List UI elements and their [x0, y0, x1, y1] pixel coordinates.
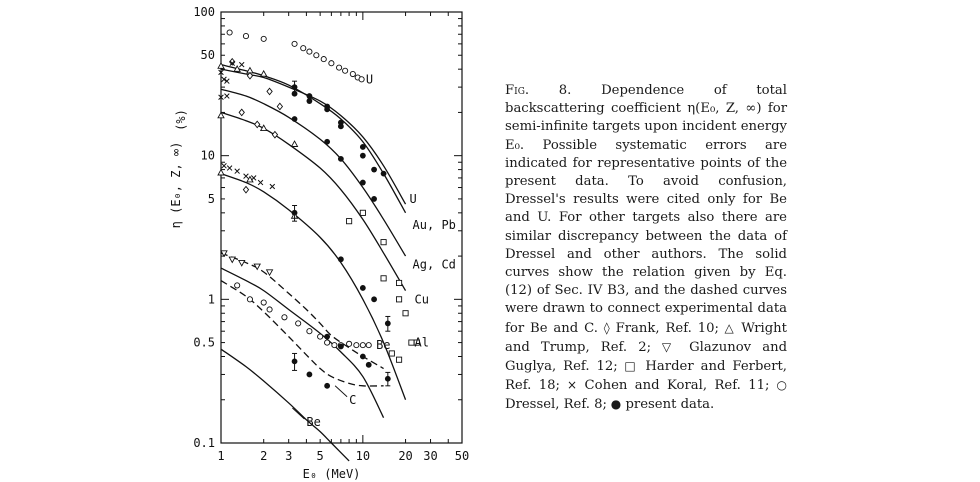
marker-cross	[244, 174, 249, 179]
x-tick-label: 50	[454, 449, 470, 463]
marker-open-circle	[261, 300, 266, 305]
x-tick-label: 1	[217, 449, 225, 463]
marker-open-circle	[329, 61, 334, 66]
curve-label-ag-cd: Ag, Cd	[412, 257, 456, 272]
x-tick-label: 2	[260, 449, 268, 463]
marker-open-circle	[336, 65, 341, 70]
curve-label-be: Be	[376, 338, 391, 353]
marker-open-inverted-triangle	[267, 270, 273, 275]
marker-diamond	[239, 109, 244, 115]
y-tick-label: 0.1	[193, 436, 215, 450]
legend-symbol-1: △	[718, 320, 736, 335]
y-tick-label: 100	[193, 5, 215, 19]
series-line-be	[221, 253, 384, 368]
marker-filled-circle	[307, 93, 313, 99]
marker-filled-circle	[360, 144, 366, 150]
x-tick-label: 20	[398, 449, 413, 463]
marker-open-circle	[247, 297, 252, 302]
marker-filled-circle	[338, 123, 344, 129]
marker-diamond	[247, 73, 252, 79]
marker-open-circle	[235, 283, 240, 288]
marker-open-circle	[292, 41, 297, 46]
marker-open-circle	[332, 343, 337, 348]
y-tick-label: 10	[200, 148, 215, 163]
marker-open-square	[409, 340, 414, 345]
marker-filled-circle	[324, 139, 330, 145]
marker-open-circle	[347, 341, 352, 346]
marker-filled-circle	[360, 285, 366, 291]
leader-line	[335, 386, 347, 397]
y-axis-unit: (%)	[174, 109, 188, 131]
marker-filled-circle	[360, 180, 366, 186]
series-line-c	[221, 281, 384, 386]
legend-text-1: Wright and Trump, Ref. 2;	[505, 320, 787, 355]
marker-cross	[239, 62, 244, 67]
marker-filled-circle	[324, 106, 330, 112]
legend-symbol-2: ▽	[651, 339, 679, 354]
figure-caption	[505, 82, 787, 415]
curve-label-cu: Cu	[414, 292, 430, 307]
marker-diamond	[243, 186, 248, 192]
marker-filled-circle	[366, 362, 372, 368]
legend-symbol-0: ◊	[603, 320, 610, 335]
chart-labels	[292, 72, 456, 429]
x-tick-label: 10	[355, 449, 371, 463]
marker-open-triangle	[292, 141, 298, 146]
marker-open-circle	[307, 49, 312, 54]
marker-open-circle	[243, 33, 248, 38]
curve-label-u: U	[409, 191, 417, 206]
marker-filled-circle	[324, 383, 330, 389]
marker-filled-circle	[338, 344, 344, 350]
marker-open-circle	[282, 315, 287, 320]
marker-diamond	[277, 103, 282, 109]
marker-open-circle	[318, 334, 323, 339]
x-axis-label: E₀ (MeV)	[302, 467, 361, 481]
marker-open-square	[381, 240, 386, 245]
marker-open-circle	[314, 53, 319, 58]
marker-open-circle	[267, 307, 272, 312]
marker-open-triangle	[261, 71, 267, 76]
marker-open-square	[396, 297, 401, 302]
marker-cross	[258, 180, 263, 185]
series-line-be-theory	[221, 349, 349, 461]
marker-cross	[227, 166, 232, 171]
marker-open-square	[360, 210, 365, 215]
y-tick-label: 50	[200, 48, 215, 63]
marker-open-circle	[360, 343, 365, 348]
marker-filled-circle	[307, 372, 313, 378]
marker-filled-circle	[371, 296, 377, 302]
y-tick-label: 1	[207, 292, 215, 307]
marker-open-circle	[343, 68, 348, 73]
marker-cross	[235, 169, 240, 174]
marker-cross	[224, 94, 229, 99]
legend-text-2: Glazunov and Guglya, Ref. 12;	[505, 339, 788, 375]
marker-open-triangle	[218, 170, 224, 175]
marker-filled-circle	[371, 167, 377, 173]
x-tick-label: 5	[316, 449, 324, 463]
series-line-al	[221, 174, 406, 400]
marker-cross	[251, 176, 256, 181]
marker-filled-circle	[292, 116, 298, 122]
marker-open-square	[396, 280, 401, 285]
legend-text-4: Cohen and Koral, Ref. 11;	[577, 378, 770, 394]
y-tick-label: 0.5	[193, 335, 215, 350]
marker-filled-circle	[338, 256, 344, 262]
marker-filled-circle	[360, 354, 366, 360]
marker-cross	[222, 163, 227, 168]
y-axis-label: η (E₀, Z, ∞)	[169, 141, 183, 229]
series-line-c-theory	[221, 268, 384, 418]
curve-label-u-dressel: U	[365, 72, 374, 87]
chart-markers	[218, 30, 419, 389]
x-tick-label: 3	[285, 449, 293, 463]
caption-body: Dependence of total backscattering coefficient η(E₀, Z, ∞) for semi-infinite targets upon incident energy E₀. Possible systematic errors are indicated for representative points of the present data. To avoid confusion, Dressel's results were cited only for Be and U. For other targets also there are similar discrepancy between the data of Dressel and other authors. The solid curves show the relation given by Eq. (12) of Sec. IV B3, and the dashed curves were drawn to connect experimental data for Be and C.	[505, 83, 787, 336]
marker-open-circle	[325, 340, 330, 345]
marker-open-circle	[354, 343, 359, 348]
caption-figure-label: Fig. 8.	[505, 83, 572, 98]
series-line-cu	[221, 112, 406, 290]
marker-open-square	[396, 357, 401, 362]
curve-label-au-pb: Au, Pb	[412, 217, 456, 232]
marker-open-inverted-triangle	[239, 260, 245, 265]
curve-label-be-theory: Be	[306, 415, 321, 430]
marker-open-circle	[301, 46, 306, 51]
marker-open-circle	[261, 36, 266, 41]
marker-cross	[270, 184, 275, 189]
marker-open-square	[403, 311, 408, 316]
marker-diamond	[267, 88, 272, 94]
series-line-au-pb	[221, 65, 406, 213]
chart-axes	[169, 5, 469, 481]
marker-open-circle	[307, 329, 312, 334]
marker-filled-circle	[324, 334, 330, 340]
leader-line	[292, 408, 304, 419]
marker-open-circle	[350, 71, 355, 76]
marker-open-square	[347, 219, 352, 224]
legend-text-0: Frank, Ref. 10;	[609, 320, 719, 336]
curve-label-c: C	[349, 392, 357, 407]
marker-filled-circle	[371, 196, 377, 202]
marker-open-square	[381, 276, 386, 281]
marker-open-circle	[296, 321, 301, 326]
marker-open-circle	[359, 77, 364, 82]
marker-filled-circle	[307, 98, 313, 104]
legend-text-5: Dressel, Ref. 8;	[505, 397, 607, 413]
marker-open-inverted-triangle	[229, 257, 235, 262]
legend-symbol-5: ○	[769, 378, 787, 393]
legend-symbol-6: ●	[606, 397, 622, 412]
curve-label-al: Al	[414, 335, 430, 350]
marker-filled-circle	[381, 171, 387, 177]
marker-open-circle	[366, 343, 371, 348]
marker-filled-circle	[360, 153, 366, 159]
marker-open-circle	[321, 57, 326, 62]
x-tick-label: 30	[423, 449, 438, 463]
marker-filled-circle	[338, 156, 344, 162]
marker-open-circle	[227, 30, 232, 35]
legend-text-3: Harder and Ferbert, Ref. 18;	[505, 359, 787, 394]
legend-symbol-3: □	[617, 359, 639, 374]
chart-curves	[221, 65, 406, 461]
y-tick-label: 5	[207, 191, 215, 206]
legend-symbol-4: ×	[560, 378, 578, 393]
legend-text-6: present data.	[621, 397, 715, 413]
